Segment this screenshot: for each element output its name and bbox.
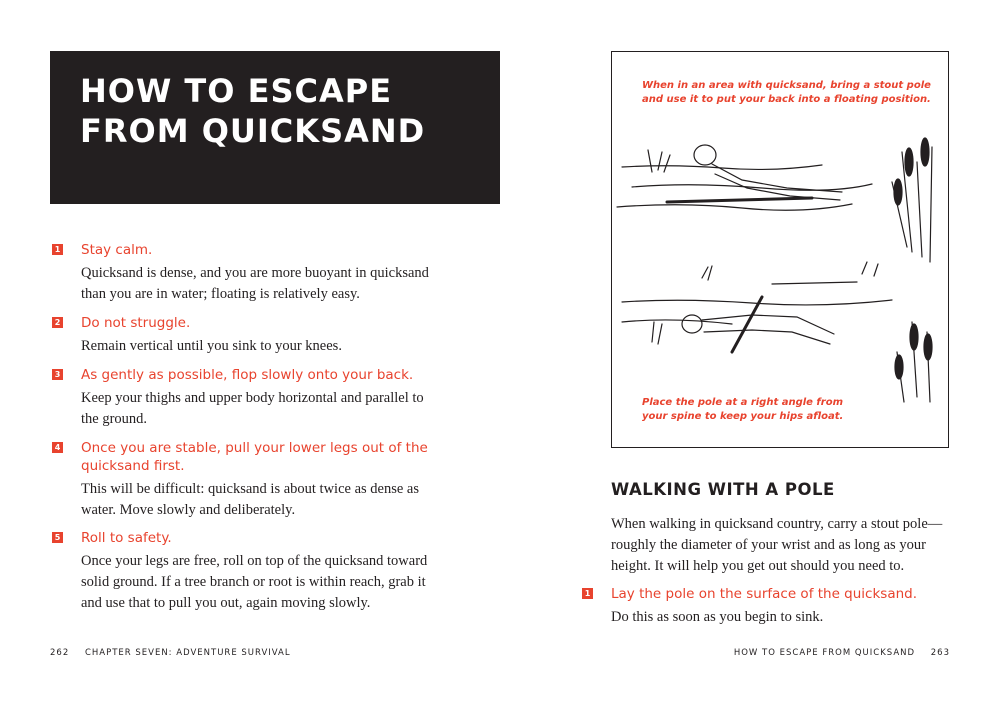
figure-head bbox=[694, 145, 716, 165]
illustration-box bbox=[611, 51, 949, 448]
step-body: Keep your thighs and upper body horizontal and parallel to the ground. bbox=[81, 390, 424, 427]
title-block bbox=[50, 51, 500, 204]
step-number: 1 bbox=[52, 244, 63, 255]
page-number: 262 bbox=[50, 648, 70, 658]
caption-top: When in an area with quicksand, bring a stout pole and use it to put your back into a floating position. bbox=[642, 80, 931, 105]
step-body: Do this as soon as you begin to sink. bbox=[611, 609, 824, 625]
step-2 bbox=[50, 314, 430, 357]
title-line-2: FROM QUICKSAND bbox=[80, 112, 426, 150]
chapter-title: CHAPTER SEVEN: ADVENTURE SURVIVAL bbox=[84, 648, 291, 658]
step-body: Quicksand is dense, and you are more buoyant in quicksand than you are in water; floating is relatively easy. bbox=[81, 265, 429, 302]
footer-right bbox=[734, 648, 950, 658]
figure-head-bottom bbox=[682, 315, 702, 333]
step-body: Once your legs are free, roll on top of the quicksand toward solid ground. If a tree branch or root is within reach, grab it and use that to pull you out, again moving slowly. bbox=[81, 553, 428, 611]
section-paragraph: When walking in quicksand country, carry a stout pole—roughly the diameter of your wrist and as long as your height. It will help you get out should you need to. bbox=[611, 516, 943, 574]
step-title: As gently as possible, flop slowly onto your back. bbox=[81, 367, 414, 383]
running-title: HOW TO ESCAPE FROM QUICKSAND bbox=[733, 648, 916, 658]
caption-bottom: Place the pole at a right angle from your spine to keep your hips afloat. bbox=[642, 397, 844, 422]
step-title: Once you are stable, pull your lower legs out of the quicksand first. bbox=[81, 440, 428, 474]
step-title: Roll to safety. bbox=[81, 530, 172, 546]
step-title: Stay calm. bbox=[81, 242, 153, 258]
step-number: 4 bbox=[52, 442, 63, 453]
step-1 bbox=[50, 241, 430, 305]
pole-bottom bbox=[732, 297, 762, 352]
right-step-1 bbox=[580, 585, 960, 628]
quicksand-illustration bbox=[612, 52, 947, 446]
step-3 bbox=[50, 366, 430, 430]
step-4 bbox=[50, 439, 430, 521]
step-title: Do not struggle. bbox=[81, 315, 191, 331]
footer-left bbox=[50, 648, 291, 658]
step-title: Lay the pole on the surface of the quicksand. bbox=[611, 586, 918, 602]
right-page bbox=[500, 0, 1000, 701]
step-body: Remain vertical until you sink to your knees. bbox=[81, 338, 342, 354]
page-number: 263 bbox=[930, 648, 950, 658]
step-number: 1 bbox=[582, 588, 593, 599]
title-line-1: HOW TO ESCAPE bbox=[80, 72, 393, 110]
step-body: This will be difficult: quicksand is about twice as dense as water. Move slowly and deliberately. bbox=[81, 481, 419, 518]
step-number: 5 bbox=[52, 532, 63, 543]
step-number: 3 bbox=[52, 369, 63, 380]
reeds bbox=[648, 150, 670, 172]
pole bbox=[667, 198, 812, 202]
step-5 bbox=[50, 529, 430, 614]
cattail-head bbox=[905, 148, 913, 176]
page-title bbox=[80, 71, 425, 151]
section-title: WALKING WITH A POLE bbox=[611, 480, 835, 499]
step-number: 2 bbox=[52, 317, 63, 328]
